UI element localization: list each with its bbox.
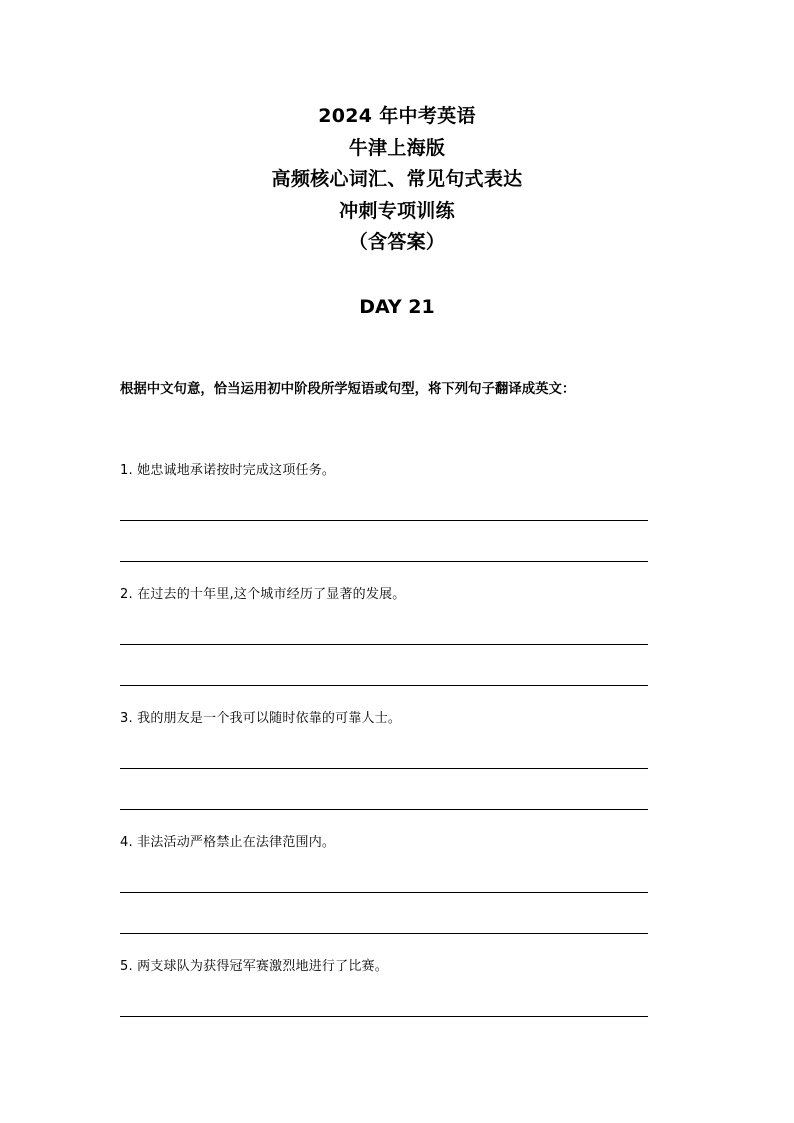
question-item	[120, 710, 648, 728]
answer-line	[120, 520, 648, 521]
question-text: 3. 我的朋友是一个我可以随时依靠的可靠人士。	[120, 711, 402, 726]
answer-line	[120, 809, 648, 810]
question-item	[120, 586, 648, 604]
day-heading: DAY 21	[359, 296, 435, 318]
answer-line	[120, 892, 648, 893]
question-item	[120, 462, 648, 480]
answer-line	[120, 768, 648, 769]
answer-line	[120, 561, 648, 562]
instruction-text: 根据中文句意，恰当运用初中阶段所学短语或句型，将下列句子翻译成英文：	[120, 382, 576, 397]
question-text: 5. 两支球队为获得冠军赛激烈地进行了比赛。	[120, 959, 388, 974]
question-item	[120, 958, 648, 976]
title-line-exam: 2024 年中考英语	[318, 105, 476, 127]
title-line-topic: 高频核心词汇、常见句式表达	[271, 168, 523, 190]
answer-line	[120, 1016, 648, 1017]
answer-line	[120, 644, 648, 645]
question-item	[120, 834, 648, 852]
answer-line	[120, 685, 648, 686]
document-title-block	[0, 101, 794, 259]
title-line-answers: （含答案）	[348, 231, 446, 253]
question-text: 1. 她忠诚地承诺按时完成这项任务。	[120, 463, 336, 478]
title-line-training: 冲刺专项训练	[339, 199, 455, 222]
title-line-edition: 牛津上海版	[348, 136, 446, 159]
question-text: 4. 非法活动严格禁止在法律范围内。	[120, 835, 336, 850]
answer-line	[120, 933, 648, 934]
question-text: 2. 在过去的十年里,这个城市经历了显著的发展。	[120, 587, 406, 602]
